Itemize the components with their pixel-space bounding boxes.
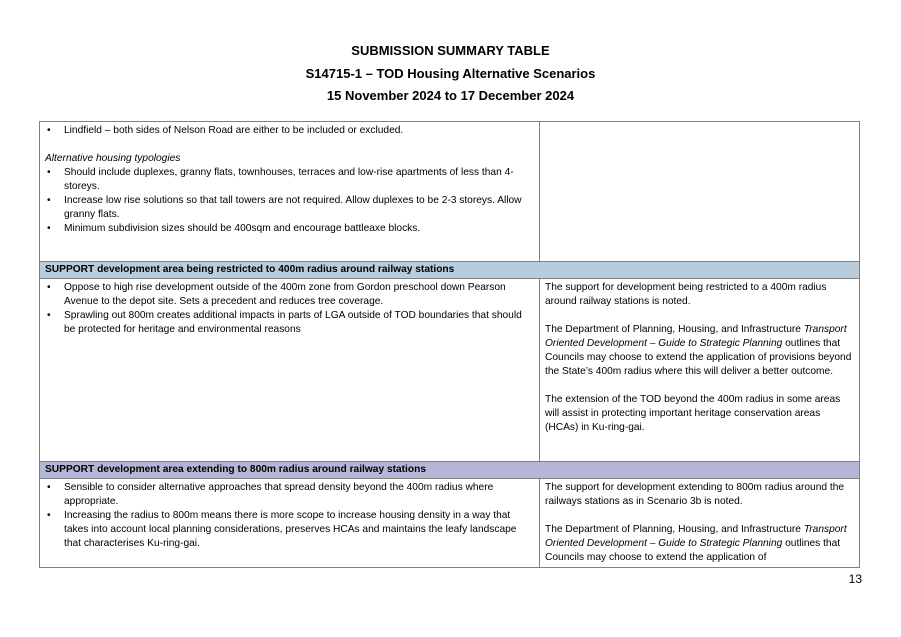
guide-document-title: Transport Oriented Development – Guide to Strategic Planning [545, 324, 847, 349]
section-heading-400m: SUPPORT development area being restricted to 400m radius around railway stations [40, 262, 860, 279]
list-item: • Increasing the radius to 800m means there is more scope to increase housing density in a way that takes into account local planning considerations, preserves HCAs and maintains the leafy landscape that characterises Ku-ring-gai. [45, 509, 534, 551]
document-date-range: 15 November 2024 to 17 December 2024 [326, 88, 575, 103]
response-cell [540, 279, 860, 462]
section-heading-row [40, 262, 860, 279]
response-paragraph [545, 323, 854, 379]
page-number: 13 [848, 572, 862, 586]
response-cell [540, 479, 860, 568]
list-item: • Lindfield – both sides of Nelson Road are either to be included or excluded. [45, 124, 534, 138]
response-cell [540, 122, 860, 262]
list-item: • Minimum subdivision sizes should be 400sqm and encourage battleaxe blocks. [45, 222, 534, 236]
response-paragraph: The support for development extending to 800m radius around the railways stations as in Scenario 3b is noted. [545, 482, 845, 507]
list-item: • Sensible to consider alternative approaches that spread density beyond the 400m radius where appropriate. [45, 481, 534, 509]
table-row [40, 279, 860, 462]
list-item: • Increase low rise solutions so that tall towers are not required. Allow duplexes to be 2-3 storeys. Allow granny flats. [45, 194, 534, 222]
response-text: The Department of Planning, Housing, and Infrastructure [545, 324, 801, 335]
section-heading-row [40, 462, 860, 479]
section-heading-800m: SUPPORT development area extending to 800m radius around railway stations [40, 462, 860, 479]
submission-cell [40, 479, 540, 568]
response-text: The Department of Planning, Housing, and Infrastructure [545, 524, 801, 535]
bullet-list [45, 281, 534, 337]
bullet-list [45, 481, 534, 551]
submission-summary-table [39, 121, 860, 568]
list-item: • Should include duplexes, granny flats, townhouses, terraces and low-rise apartments of less than 4-storeys. [45, 166, 534, 194]
response-text: outlines that Councils may choose to extend the application of [545, 538, 841, 563]
guide-document-title: Transport Oriented Development – Guide to Strategic Planning [545, 524, 847, 549]
submission-cell [40, 279, 540, 462]
list-item: • Sprawling out 800m creates additional impacts in parts of LGA outside of TOD boundaries that should be protected for heritage and environmental reasons [45, 309, 534, 337]
submission-cell [40, 122, 540, 262]
response-paragraph: The support for development being restricted to a 400m radius around railway stations is noted. [545, 282, 827, 307]
table-row [40, 479, 860, 568]
list-item: • Oppose to high rise development outside of the 400m zone from Gordon preschool down Pearson Avenue to the depot site. Sets a precedent and reduces tree coverage. [45, 281, 534, 309]
response-paragraph: The extension of the TOD beyond the 400m radius in some areas will assist in protecting important heritage conservation areas (HCAs) in Ku-ring-gai. [545, 394, 841, 433]
bullet-list [45, 124, 534, 138]
bullet-list [45, 166, 534, 236]
response-text: outlines that Councils may choose to extend the application of provisions beyond the State’s 400m radius where this will deliver a better outcome. [545, 338, 852, 377]
typologies-subheading: Alternative housing typologies [45, 153, 181, 164]
document-title: SUBMISSION SUMMARY TABLE [351, 43, 550, 58]
document-subtitle: S14715-1 – TOD Housing Alternative Scenarios [305, 66, 596, 81]
table-row [40, 122, 860, 262]
response-paragraph [545, 523, 854, 565]
